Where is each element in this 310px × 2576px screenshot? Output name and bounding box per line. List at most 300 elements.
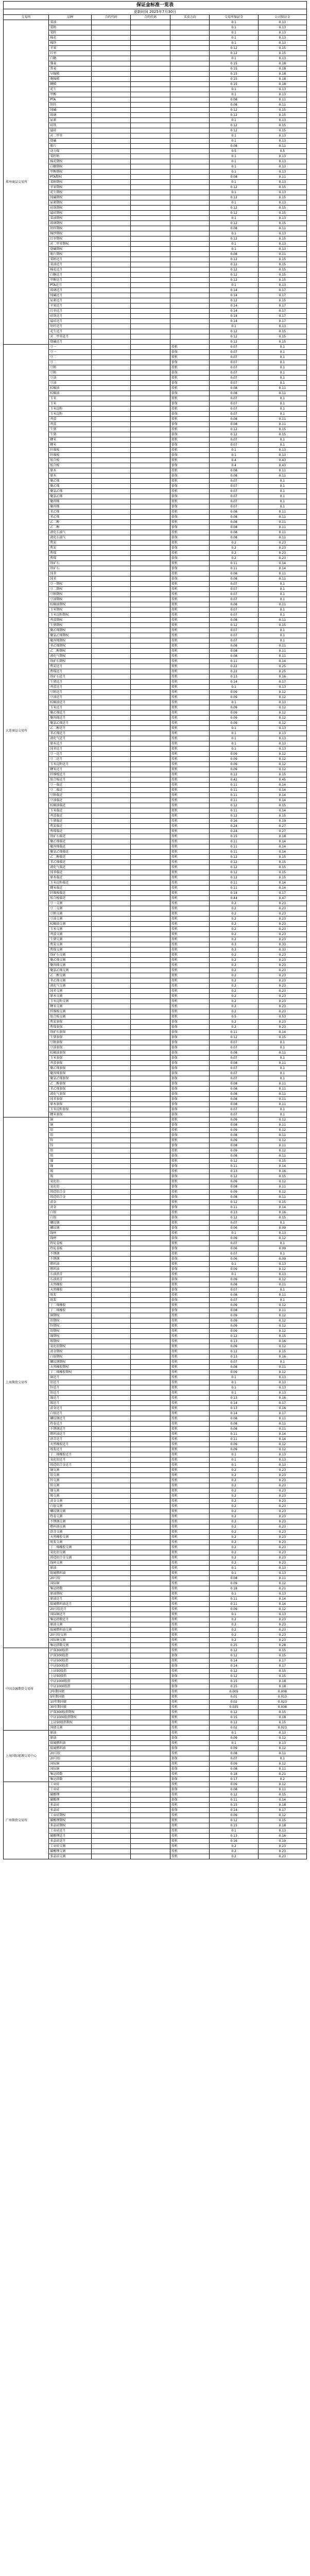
product-cell: 玉米交割 xyxy=(49,927,91,932)
direction-cell xyxy=(170,144,210,149)
company-margin-cell: 0.12 xyxy=(258,1313,306,1318)
contract-code-cell xyxy=(131,494,170,499)
company-margin-cell: 0.16 xyxy=(258,674,306,680)
direction-cell: 投机 xyxy=(170,1591,210,1597)
contract-code-cell xyxy=(91,1061,131,1066)
exchange-margin-cell: 0.09 xyxy=(210,1303,258,1308)
direction-cell xyxy=(170,262,210,267)
direction-cell: 投机 xyxy=(170,958,210,963)
product-cell: 国际铜近月 xyxy=(49,1612,91,1617)
contract-code-cell xyxy=(91,1720,131,1725)
direction-cell: 投机 xyxy=(170,1633,210,1638)
contract-code-cell xyxy=(131,97,170,103)
product-cell: 焦炭临近 xyxy=(49,824,91,829)
direction-cell: 投机 xyxy=(170,1792,210,1798)
direction-cell: 套保 xyxy=(170,443,210,448)
company-margin-cell: 0.18 xyxy=(258,1823,306,1828)
direction-cell: 投机 xyxy=(170,1839,210,1844)
contract-code-cell xyxy=(131,891,170,896)
company-margin-cell: 0.14 xyxy=(258,1030,306,1035)
exchange-margin-cell: 0.3 xyxy=(210,942,258,947)
table-row xyxy=(4,242,307,247)
direction-cell: 投机 xyxy=(170,633,210,638)
contract-code-cell xyxy=(131,1427,170,1432)
contract-code-cell xyxy=(131,1205,170,1210)
company-margin-cell: 0.13 xyxy=(258,700,306,705)
direction-cell: 投机 xyxy=(170,994,210,999)
exchange-margin-cell: 0.11 xyxy=(210,1205,258,1210)
exchange-margin-cell: 0.08 xyxy=(210,1087,258,1092)
product-cell: 豆粕期权 xyxy=(49,592,91,597)
exchange-margin-cell: 0.18 xyxy=(210,1772,258,1777)
table-row xyxy=(4,1844,307,1849)
product-cell: 氧化铝 xyxy=(49,1179,91,1184)
contract-code-cell xyxy=(91,834,131,839)
product-cell: 多晶硅近月 xyxy=(49,1839,91,1844)
product-cell: 纸浆交割 xyxy=(49,1540,91,1545)
table-row xyxy=(4,638,307,643)
table-row xyxy=(4,747,307,752)
company-margin-cell: 0.12 xyxy=(258,1746,306,1751)
table-row xyxy=(4,607,307,613)
exchange-margin-cell: 0.07 xyxy=(210,484,258,489)
product-cell: 丁二烯橡胶期权 xyxy=(49,1370,91,1375)
contract-code-cell xyxy=(131,870,170,875)
direction-cell: 投机 xyxy=(170,551,210,556)
company-margin-cell: 0.12 xyxy=(258,1179,306,1184)
direction-cell: 投机 xyxy=(170,1597,210,1602)
company-margin-cell: 0.14 xyxy=(258,783,306,788)
exchange-margin-cell: 0.2 xyxy=(210,1550,258,1555)
company-margin-cell: 0.13 xyxy=(258,448,306,453)
exchange-margin-cell: 0.12 xyxy=(210,772,258,777)
direction-cell: 套保 xyxy=(170,1143,210,1148)
exchange-margin-cell: 0.13 xyxy=(210,1210,258,1215)
table-row xyxy=(4,1818,307,1823)
company-margin-cell: 0.14 xyxy=(258,788,306,793)
contract-code-cell xyxy=(131,128,170,133)
direction-cell: 套保 xyxy=(170,360,210,365)
contract-code-cell xyxy=(91,659,131,664)
product-cell: 原木近月 xyxy=(49,741,91,747)
company-margin-cell: 0.43 xyxy=(258,458,306,463)
exchange-margin-cell: 0.1 xyxy=(210,1463,258,1468)
contract-code-cell xyxy=(131,716,170,721)
contract-code-cell xyxy=(131,412,170,417)
table-row xyxy=(4,927,307,932)
table-row xyxy=(4,1231,307,1236)
exchange-margin-cell: 0.15 xyxy=(210,77,258,82)
table-row xyxy=(4,504,307,510)
company-margin-cell: 0.11 xyxy=(258,144,306,149)
contract-code-cell xyxy=(91,1210,131,1215)
company-margin-cell: 0.13 xyxy=(258,200,306,206)
product-cell: 玉米近月 xyxy=(49,705,91,710)
direction-cell: 投机 xyxy=(170,1844,210,1849)
company-margin-cell: 0.17 xyxy=(258,319,306,324)
contract-code-cell xyxy=(91,1050,131,1056)
company-margin-cell: 0.12 xyxy=(258,752,306,757)
direction-cell xyxy=(170,72,210,77)
company-margin-cell: 0.13 xyxy=(258,56,306,61)
exchange-margin-cell: 0.12 xyxy=(210,278,258,283)
direction-cell: 投机 xyxy=(170,690,210,695)
contract-code-cell xyxy=(131,1267,170,1272)
table-row xyxy=(4,659,307,664)
contract-code-cell xyxy=(91,880,131,886)
company-margin-cell: 0.18 xyxy=(258,77,306,82)
direction-cell: 投机 xyxy=(170,499,210,504)
contract-code-cell xyxy=(91,46,131,51)
product-cell: 烧碱期权 xyxy=(49,247,91,252)
table-row xyxy=(4,365,307,370)
exchange-margin-cell: 0.2 xyxy=(210,1555,258,1561)
direction-cell: 投机 xyxy=(170,1566,210,1571)
contract-code-cell xyxy=(91,1360,131,1365)
contract-code-cell xyxy=(91,958,131,963)
company-margin-cell: 0.12 xyxy=(258,1277,306,1282)
contract-code-cell xyxy=(131,293,170,298)
product-cell: 花生期权 xyxy=(49,190,91,195)
contract-code-cell xyxy=(131,623,170,628)
table-row xyxy=(4,412,307,417)
company-margin-cell: 0.15 xyxy=(258,206,306,211)
company-margin-cell: 0.13 xyxy=(258,242,306,247)
company-margin-cell: 0.1 xyxy=(258,607,306,613)
company-margin-cell: 0.23 xyxy=(258,1540,306,1545)
contract-code-cell xyxy=(91,1834,131,1839)
table-row xyxy=(4,1813,307,1818)
direction-cell: 投机 xyxy=(170,1710,210,1715)
direction-cell: 套保 xyxy=(170,412,210,417)
table-row xyxy=(4,633,307,638)
exchange-margin-cell: 0.08 xyxy=(210,1751,258,1756)
contract-code-cell xyxy=(91,288,131,293)
company-margin-cell: 0.15 xyxy=(258,1648,306,1653)
exchange-margin-cell: 0.12 xyxy=(210,870,258,875)
table-row xyxy=(4,1344,307,1349)
direction-cell xyxy=(170,51,210,56)
contract-code-cell xyxy=(131,1782,170,1787)
product-cell: 镍交割 xyxy=(49,1488,91,1494)
exchange-margin-cell: 0.15 xyxy=(210,66,258,72)
contract-code-cell xyxy=(131,458,170,463)
contract-code-cell xyxy=(131,628,170,633)
direction-cell xyxy=(170,159,210,164)
product-cell: 苯乙烯临近 xyxy=(49,860,91,865)
product-cell: 鸡蛋交割 xyxy=(49,932,91,937)
contract-code-cell xyxy=(91,1628,131,1633)
product-cell: 聚丙烯近月 xyxy=(49,716,91,721)
product-cell: 玉米淀粉临近 xyxy=(49,880,91,886)
company-margin-cell: 0.15 xyxy=(258,257,306,262)
direction-cell: 投机 xyxy=(170,880,210,886)
contract-code-cell xyxy=(91,1566,131,1571)
direction-cell: 套保 xyxy=(170,1164,210,1169)
exchange-margin-cell: 0.09 xyxy=(210,1607,258,1612)
contract-code-cell xyxy=(91,1334,131,1339)
contract-code-cell xyxy=(91,128,131,133)
company-margin-cell: 0.16 xyxy=(258,1169,306,1174)
table-row xyxy=(4,1081,307,1087)
table-row xyxy=(4,947,307,953)
contract-code-cell xyxy=(91,1123,131,1128)
contract-code-cell xyxy=(91,1767,131,1772)
table-row xyxy=(4,417,307,422)
table-row xyxy=(4,1267,307,1272)
contract-code-cell xyxy=(91,273,131,278)
table-row xyxy=(4,324,307,329)
direction-cell: 投机 xyxy=(170,968,210,973)
contract-code-cell xyxy=(131,1545,170,1550)
table-row xyxy=(4,1401,307,1406)
direction-cell: 投机 xyxy=(170,798,210,803)
contract-code-cell xyxy=(131,195,170,200)
product-cell: 生猪交割 xyxy=(49,937,91,942)
table-row xyxy=(4,1298,307,1303)
direction-cell: 套保 xyxy=(170,1071,210,1076)
contract-code-cell xyxy=(131,814,170,819)
company-margin-cell: 0.1 xyxy=(258,370,306,376)
product-cell: 碳酸锂期权 xyxy=(49,1818,91,1823)
company-margin-cell: 0.1 xyxy=(258,628,306,633)
exchange-margin-cell: 0.08 xyxy=(210,417,258,422)
contract-code-cell xyxy=(91,906,131,911)
table-row xyxy=(4,1700,307,1705)
product-cell: 铜近月 xyxy=(49,1375,91,1380)
company-margin-cell: 0.14 xyxy=(258,1205,306,1210)
exchange-margin-cell: 0.09 xyxy=(210,762,258,767)
table-row xyxy=(4,211,307,216)
exchange-margin-cell: 0.1 xyxy=(210,1375,258,1380)
company-margin-cell: 0.23 xyxy=(258,1530,306,1535)
contract-code-cell xyxy=(91,82,131,87)
contract-code-cell xyxy=(131,1581,170,1586)
product-cell: 黄金 xyxy=(49,1205,91,1210)
contract-code-cell xyxy=(91,1081,131,1087)
contract-code-cell xyxy=(91,1581,131,1586)
exchange-margin-cell: 0.2 xyxy=(210,932,258,937)
company-margin-cell: 0.15 xyxy=(258,278,306,283)
product-cell: 苯乙烯交割 xyxy=(49,978,91,984)
table-row xyxy=(4,1787,307,1792)
exchange-margin-cell: 0.2 xyxy=(210,1622,258,1628)
exchange-margin-cell: 0.08 xyxy=(210,391,258,396)
contract-code-cell xyxy=(131,1025,170,1030)
contract-code-cell xyxy=(131,216,170,221)
company-margin-cell: 0.008 xyxy=(258,1689,306,1694)
direction-cell: 投机 xyxy=(170,1854,210,1859)
company-margin-cell: 0.11 xyxy=(258,103,306,108)
contract-code-cell xyxy=(131,1251,170,1257)
contract-code-cell xyxy=(91,1128,131,1133)
contract-code-cell xyxy=(91,1272,131,1277)
contract-code-cell xyxy=(91,1282,131,1287)
company-margin-cell: 0.13 xyxy=(258,190,306,195)
table-row xyxy=(4,922,307,927)
direction-cell: 套保 xyxy=(170,1123,210,1128)
direction-cell: 投机 xyxy=(170,1576,210,1581)
table-row xyxy=(4,999,307,1004)
table-row xyxy=(4,221,307,226)
contract-code-cell xyxy=(131,1133,170,1138)
contract-code-cell xyxy=(91,1736,131,1741)
contract-code-cell xyxy=(131,808,170,814)
product-cell: 螺纹钢 xyxy=(49,1226,91,1231)
company-margin-cell: 0.1 xyxy=(258,499,306,504)
contract-code-cell xyxy=(91,1612,131,1617)
exchange-margin-cell: 0.2 xyxy=(210,1504,258,1509)
table-row xyxy=(4,262,307,267)
exchange-margin-cell: 0.08 xyxy=(210,1123,258,1128)
direction-cell: 投机 xyxy=(170,1380,210,1385)
direction-cell: 投机 xyxy=(170,1499,210,1504)
company-margin-cell: 0.18 xyxy=(258,1803,306,1808)
product-cell: 鸡蛋套保 xyxy=(49,1061,91,1066)
contract-code-cell xyxy=(91,736,131,741)
direction-cell: 套保 xyxy=(170,525,210,530)
contract-code-cell xyxy=(131,273,170,278)
product-cell: 10年期国债 xyxy=(49,1700,91,1705)
exchange-margin-cell: 0.07 xyxy=(210,479,258,484)
table-row xyxy=(4,1792,307,1798)
company-margin-cell: 0.1 xyxy=(258,479,306,484)
table-row xyxy=(4,386,307,391)
contract-code-cell xyxy=(131,1071,170,1076)
product-cell: 铸造铝合金 xyxy=(49,1195,91,1200)
contract-code-cell xyxy=(131,1087,170,1092)
company-margin-cell: 0.12 xyxy=(258,1447,306,1452)
table-row xyxy=(4,1097,307,1102)
company-margin-cell: 0.17 xyxy=(258,680,306,685)
table-row xyxy=(4,587,307,592)
exchange-margin-cell: 0.1 xyxy=(210,190,258,195)
company-margin-cell: 0.1 xyxy=(258,376,306,381)
company-margin-cell: 0.12 xyxy=(258,1128,306,1133)
product-cell: 玻璃近月 xyxy=(49,288,91,293)
document-subtitle: 更新时间 2025年7月30日 xyxy=(3,9,307,14)
company-margin-cell: 0.14 xyxy=(258,1597,306,1602)
exchange-margin-cell: 0.1 xyxy=(210,324,258,329)
direction-cell xyxy=(170,185,210,190)
contract-code-cell xyxy=(131,1741,170,1746)
product-cell: 铸造铝合金近月 xyxy=(49,1463,91,1468)
table-row xyxy=(4,77,307,82)
contract-code-cell xyxy=(91,283,131,288)
contract-code-cell xyxy=(91,984,131,989)
table-row xyxy=(4,1056,307,1061)
contract-code-cell xyxy=(91,185,131,190)
direction-cell: 投机 xyxy=(170,1303,210,1308)
company-margin-cell: 0.11 xyxy=(258,386,306,391)
product-cell: 焦煤临近 xyxy=(49,829,91,834)
contract-code-cell xyxy=(91,1586,131,1591)
exchange-margin-cell: 0.2 xyxy=(210,973,258,978)
contract-code-cell xyxy=(131,968,170,973)
company-margin-cell: 0.23 xyxy=(258,906,306,911)
product-cell: 尿素 xyxy=(49,118,91,123)
direction-cell: 投机 xyxy=(170,1344,210,1349)
contract-code-cell xyxy=(131,1828,170,1834)
company-margin-cell: 0.23 xyxy=(258,1473,306,1478)
direction-cell: 投机 xyxy=(170,1519,210,1524)
exchange-margin-cell: 0.2 xyxy=(210,1617,258,1622)
exchange-margin-cell: 0.07 xyxy=(210,613,258,618)
company-margin-cell: 0.23 xyxy=(258,989,306,994)
direction-cell xyxy=(170,242,210,247)
product-cell: 原木交割 xyxy=(49,994,91,999)
exchange-margin-cell: 0.2 xyxy=(210,1483,258,1488)
contract-code-cell xyxy=(91,133,131,139)
product-cell: 上证50股指期权 xyxy=(49,1720,91,1725)
exchange-margin-cell: 0.07 xyxy=(210,381,258,386)
table-row xyxy=(4,200,307,206)
direction-cell: 投机 xyxy=(170,1550,210,1555)
direction-cell: 套保 xyxy=(170,546,210,551)
contract-code-cell xyxy=(91,1638,131,1643)
contract-code-cell xyxy=(131,1195,170,1200)
exchange-margin-cell: 0.12 xyxy=(210,123,258,128)
table-row xyxy=(4,1334,307,1339)
table-row xyxy=(4,1602,307,1607)
direction-cell: 投机 xyxy=(170,1524,210,1530)
contract-code-cell xyxy=(131,917,170,922)
product-cell: 豆粕套保 xyxy=(49,1040,91,1045)
table-row xyxy=(4,1092,307,1097)
product-cell: 焦煤近月 xyxy=(49,669,91,674)
exchange-margin-cell: 0.24 xyxy=(210,829,258,834)
exchange-margin-cell: 0.1 xyxy=(210,1612,258,1617)
direction-cell: 投机 xyxy=(170,1396,210,1401)
contract-code-cell xyxy=(91,1658,131,1664)
contract-code-cell xyxy=(91,1576,131,1581)
exchange-margin-cell: 0.08 xyxy=(210,252,258,257)
direction-cell: 套保 xyxy=(170,1184,210,1190)
direction-cell: 套保 xyxy=(170,1756,210,1761)
company-margin-cell: 0.11 xyxy=(258,654,306,659)
company-margin-cell: 0.13 xyxy=(258,180,306,185)
contract-code-cell xyxy=(91,200,131,206)
contract-code-cell xyxy=(91,953,131,958)
exchange-margin-cell: 0.12 xyxy=(210,334,258,340)
exchange-margin-cell: 0.1 xyxy=(210,242,258,247)
product-cell: 5年期国债 xyxy=(49,1694,91,1700)
exchange-margin-cell: 0.1 xyxy=(210,164,258,170)
company-margin-cell: 0.18 xyxy=(258,834,306,839)
direction-cell: 投机 xyxy=(170,772,210,777)
contract-code-cell xyxy=(131,1633,170,1638)
contract-code-cell xyxy=(131,396,170,401)
product-cell: 乙二醇交割 xyxy=(49,973,91,978)
company-margin-cell: 0.1 xyxy=(258,406,306,412)
direction-cell: 投机 xyxy=(170,623,210,628)
table-row xyxy=(4,994,307,999)
company-margin-cell: 0.13 xyxy=(258,1262,306,1267)
company-margin-cell: 0.15 xyxy=(258,46,306,51)
product-cell: 镍近月 xyxy=(49,1396,91,1401)
exchange-margin-cell: 0.07 xyxy=(210,1056,258,1061)
exchange-margin-cell: 0.14 xyxy=(210,309,258,314)
product-cell: 胶合板 xyxy=(49,458,91,463)
product-cell: 纯苯近月 xyxy=(49,747,91,752)
contract-code-cell xyxy=(91,77,131,82)
direction-cell: 投机 xyxy=(170,396,210,401)
table-row xyxy=(4,1808,307,1813)
exchange-margin-cell: 0.1 xyxy=(210,1272,258,1277)
company-margin-cell: 0.23 xyxy=(258,1535,306,1540)
company-margin-cell: 0.13 xyxy=(258,1375,306,1380)
direction-cell: 投机 xyxy=(170,1360,210,1365)
